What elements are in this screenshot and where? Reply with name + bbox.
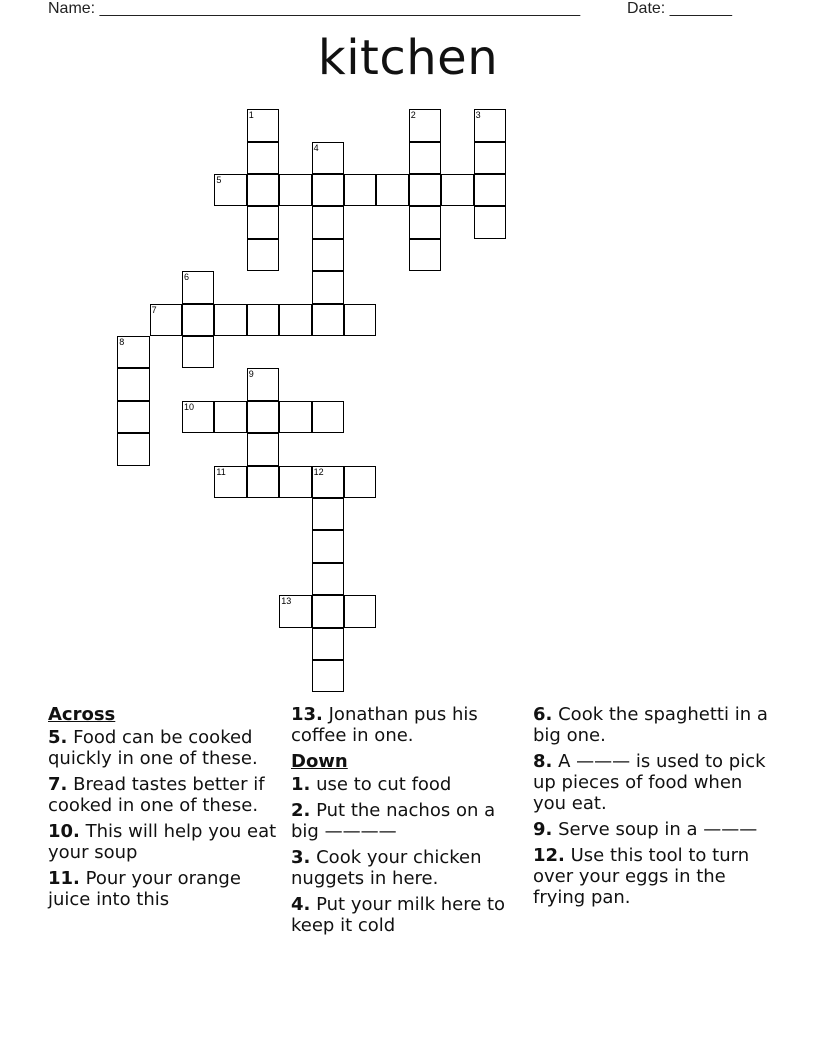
down-clue-1 (291, 774, 523, 795)
crossword-cell[interactable] (409, 142, 441, 174)
crossword-cell[interactable] (214, 174, 246, 206)
crossword-cell[interactable] (409, 206, 441, 238)
clue-number: 11. (48, 868, 80, 889)
crossword-cell[interactable] (247, 401, 279, 433)
cell-number: 6 (184, 272, 190, 283)
down-clue-12 (533, 845, 773, 908)
crossword-cell[interactable] (117, 401, 149, 433)
crossword-cell[interactable] (312, 239, 344, 271)
down-clue-9 (533, 819, 773, 840)
crossword-cell[interactable] (214, 466, 246, 498)
crossword-cell[interactable] (247, 142, 279, 174)
puzzle-title: kitchen (317, 30, 499, 86)
across-clue-11 (48, 868, 280, 910)
cell-number: 5 (216, 175, 222, 185)
crossword-cell[interactable] (376, 174, 408, 206)
cell-number: 2 (410, 110, 416, 121)
crossword-cell[interactable] (247, 304, 279, 336)
cell-number: 7 (151, 304, 157, 315)
crossword-cell[interactable] (312, 304, 344, 336)
clue-text: Cook your chicken nuggets in here. (291, 847, 482, 889)
clues-column-3 (533, 704, 773, 913)
clue-number: 1. (291, 774, 311, 795)
down-heading: Down (291, 751, 348, 772)
crossword-cell[interactable] (312, 628, 344, 660)
crossword-cell[interactable] (312, 401, 344, 433)
clue-text: Put the nachos on a big ———— (291, 800, 496, 842)
clue-text: This will help you eat your soup (48, 821, 277, 863)
crossword-cell[interactable] (409, 109, 441, 141)
clue-text: Jonathan pus his coffee in one. (291, 704, 478, 746)
crossword-cell[interactable] (182, 336, 214, 368)
clue-number: 7. (48, 774, 68, 795)
crossword-cell[interactable] (279, 304, 311, 336)
crossword-cell[interactable] (441, 174, 473, 206)
crossword-cell[interactable] (344, 304, 376, 336)
crossword-cell[interactable] (247, 433, 279, 465)
clues-column-2 (291, 704, 523, 941)
cell-number: 11 (216, 466, 226, 477)
cell-number: 9 (248, 369, 254, 380)
cell-number: 13 (281, 596, 292, 607)
date-field-label: Date: _______ (627, 0, 732, 17)
cell-number: 8 (119, 337, 125, 347)
crossword-cell[interactable] (117, 433, 149, 465)
name-field-label: Name: ______________________________________________________ (48, 0, 581, 17)
cell-number: 3 (475, 110, 481, 121)
down-clue-2 (291, 800, 523, 842)
crossword-cell[interactable] (182, 304, 214, 336)
crossword-cell[interactable] (344, 174, 376, 206)
clue-number: 12. (533, 845, 565, 866)
crossword-cell[interactable] (409, 174, 441, 206)
crossword-cell[interactable] (182, 401, 214, 433)
crossword-cell[interactable] (312, 174, 344, 206)
crossword-cell[interactable] (474, 109, 506, 141)
across-clue-5 (48, 727, 280, 769)
crossword-cell[interactable] (214, 304, 246, 336)
clue-text: A ——— is used to pick up pieces of food when you eat. (533, 751, 766, 814)
crossword-cell[interactable] (247, 174, 279, 206)
crossword-cell[interactable] (474, 206, 506, 238)
crossword-cell[interactable] (474, 142, 506, 174)
crossword-cell[interactable] (247, 239, 279, 271)
crossword-cell[interactable] (117, 336, 149, 368)
crossword-cell[interactable] (117, 368, 149, 400)
down-clue-6 (533, 704, 773, 746)
clue-number: 9. (533, 819, 553, 840)
crossword-cell[interactable] (312, 271, 344, 303)
cell-number: 10 (184, 401, 195, 412)
clue-number: 10. (48, 821, 80, 842)
clue-number: 5. (48, 727, 68, 748)
crossword-cell[interactable] (279, 595, 311, 627)
down-clue-8 (533, 751, 773, 814)
crossword-cell[interactable] (312, 530, 344, 562)
clues-column-1 (48, 704, 280, 915)
clue-text: Cook the spaghetti in a big one. (533, 704, 768, 746)
across-heading: Across (48, 704, 116, 725)
crossword-cell[interactable] (247, 206, 279, 238)
crossword-cell[interactable] (409, 239, 441, 271)
crossword-cell[interactable] (344, 466, 376, 498)
crossword-cell[interactable] (312, 660, 344, 692)
clue-number: 4. (291, 894, 311, 915)
clue-number: 2. (291, 800, 311, 821)
across-clue-7 (48, 774, 280, 816)
clue-number: 8. (533, 751, 553, 772)
down-clue-4 (291, 894, 523, 936)
crossword-cell[interactable] (279, 466, 311, 498)
crossword-cell[interactable] (182, 271, 214, 303)
cell-number: 4 (313, 142, 319, 153)
crossword-cell[interactable] (474, 174, 506, 206)
clue-text: Pour your orange juice into this (48, 868, 241, 910)
cell-number: 1 (248, 110, 254, 121)
crossword-cell[interactable] (150, 304, 182, 336)
crossword-cell[interactable] (312, 498, 344, 530)
clue-text: Bread tastes better if cooked in one of these. (48, 774, 265, 816)
clue-text: Serve soup in a ——— (558, 819, 758, 840)
crossword-cell[interactable] (312, 466, 344, 498)
crossword-cell[interactable] (312, 563, 344, 595)
across-clue-13 (291, 704, 523, 746)
across-clue-10 (48, 821, 280, 863)
crossword-cell[interactable] (247, 368, 279, 400)
down-clue-3 (291, 847, 523, 889)
crossword-cell[interactable] (214, 401, 246, 433)
crossword-cell[interactable] (312, 595, 344, 627)
crossword-cell[interactable] (344, 595, 376, 627)
clue-text: use to cut food (316, 774, 452, 795)
crossword-cell[interactable] (247, 466, 279, 498)
cell-number: 12 (313, 466, 324, 477)
clue-text: Use this tool to turn over your eggs in the frying pan. (533, 845, 750, 908)
crossword-cell[interactable] (279, 174, 311, 206)
clue-text: Food can be cooked quickly in one of these. (48, 727, 258, 769)
crossword-cell[interactable] (312, 142, 344, 174)
clue-text: Put your milk here to keep it cold (291, 894, 506, 936)
clue-number: 3. (291, 847, 311, 868)
crossword-cell[interactable] (312, 206, 344, 238)
clue-number: 6. (533, 704, 553, 725)
crossword-cell[interactable] (247, 109, 279, 141)
crossword-cell[interactable] (279, 401, 311, 433)
clue-number: 13. (291, 704, 323, 725)
